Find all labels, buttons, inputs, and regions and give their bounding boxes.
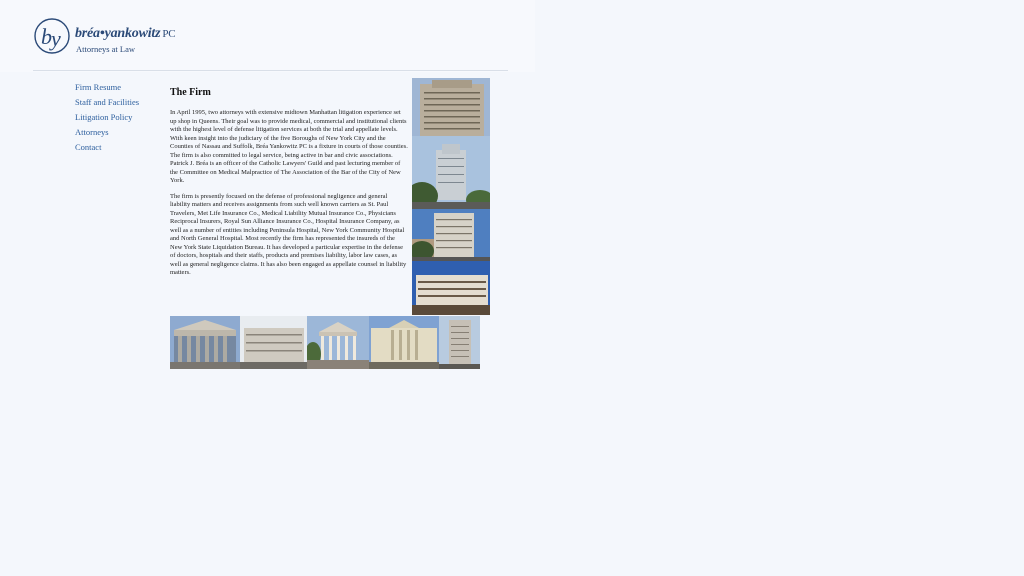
courthouse-photo-1 (170, 316, 240, 369)
main-content (170, 87, 408, 285)
courthouse-photo-4 (369, 316, 439, 369)
logo-monogram-icon (33, 17, 71, 55)
building-photo-3 (412, 209, 490, 261)
intro-paragraph: In April 1995, two attorneys with extensive midtown Manhattan litigation experience set up shop in Queens. Their goal was to provide medical, commercial and institutional clients with the highest level of defense litigation services at both the trial and appellate levels. With keen insight into the judiciary of the five Boroughs of New York City and the Counties of Nassau and Suffolk, Bréa Yankowitz PC is a fixture in courts of those counties. The firm is also committed to legal service, being active in bar and civic associations. Patrick J. Bréa is an officer of the Catholic Lawyers' Guild and past lecturing member of the Committee on Medical Malpractice of The Association of the Bar of the City of New York. (170, 109, 408, 184)
building-photo-1 (412, 78, 490, 136)
courthouse-photo-3 (307, 316, 369, 369)
logo-tagline: Attorneys at Law (76, 44, 136, 54)
nav-link-attorneys[interactable]: Attorneys (75, 127, 109, 137)
svg-text:y: y (51, 26, 61, 51)
svg-text:b: b (41, 24, 52, 49)
nav-link-firm-resume[interactable]: Firm Resume (75, 82, 122, 92)
practice-paragraph: The firm is presently focused on the defense of professional negligence and general liability matters and receives assignments from such well known carriers as St. Paul Travelers, Met Life Insurance Co., Medical Liability Mutual Insurance Co., Physicians Reciprocal Insurers, Royal Sun Alliance Insurance Co., Hospital Insurance Company, as well as a number of entities including Peninsula Hospital, New York Community Hospital and North General Hospital. Most recently the firm has represented the insureds of the New York State Liquidation Bureau. It has developed a particular expertise in the defense of doctors, hospitals and their staffs, products and premises liability, labor law cases, as well as general negligence claims. It has also been engaged as appellate counsel in liability matters. (170, 192, 407, 276)
page-title: The Firm (170, 87, 211, 98)
nav-link-contact[interactable]: Contact (75, 142, 102, 152)
nav-link-staff-and-facilities[interactable]: Staff and Facilities (75, 97, 140, 107)
header-divider (33, 70, 508, 71)
logo-wordmark: bréa•yankowitz PC (75, 26, 176, 41)
firm-logo[interactable] (33, 17, 183, 57)
courthouse-photo-2 (240, 316, 307, 369)
building-photo-2 (412, 136, 490, 209)
sidebar-nav (75, 80, 139, 155)
nav-link-litigation-policy[interactable]: Litigation Policy (75, 112, 133, 122)
building-photo-4 (412, 261, 490, 315)
courthouse-photo-5 (439, 316, 480, 369)
